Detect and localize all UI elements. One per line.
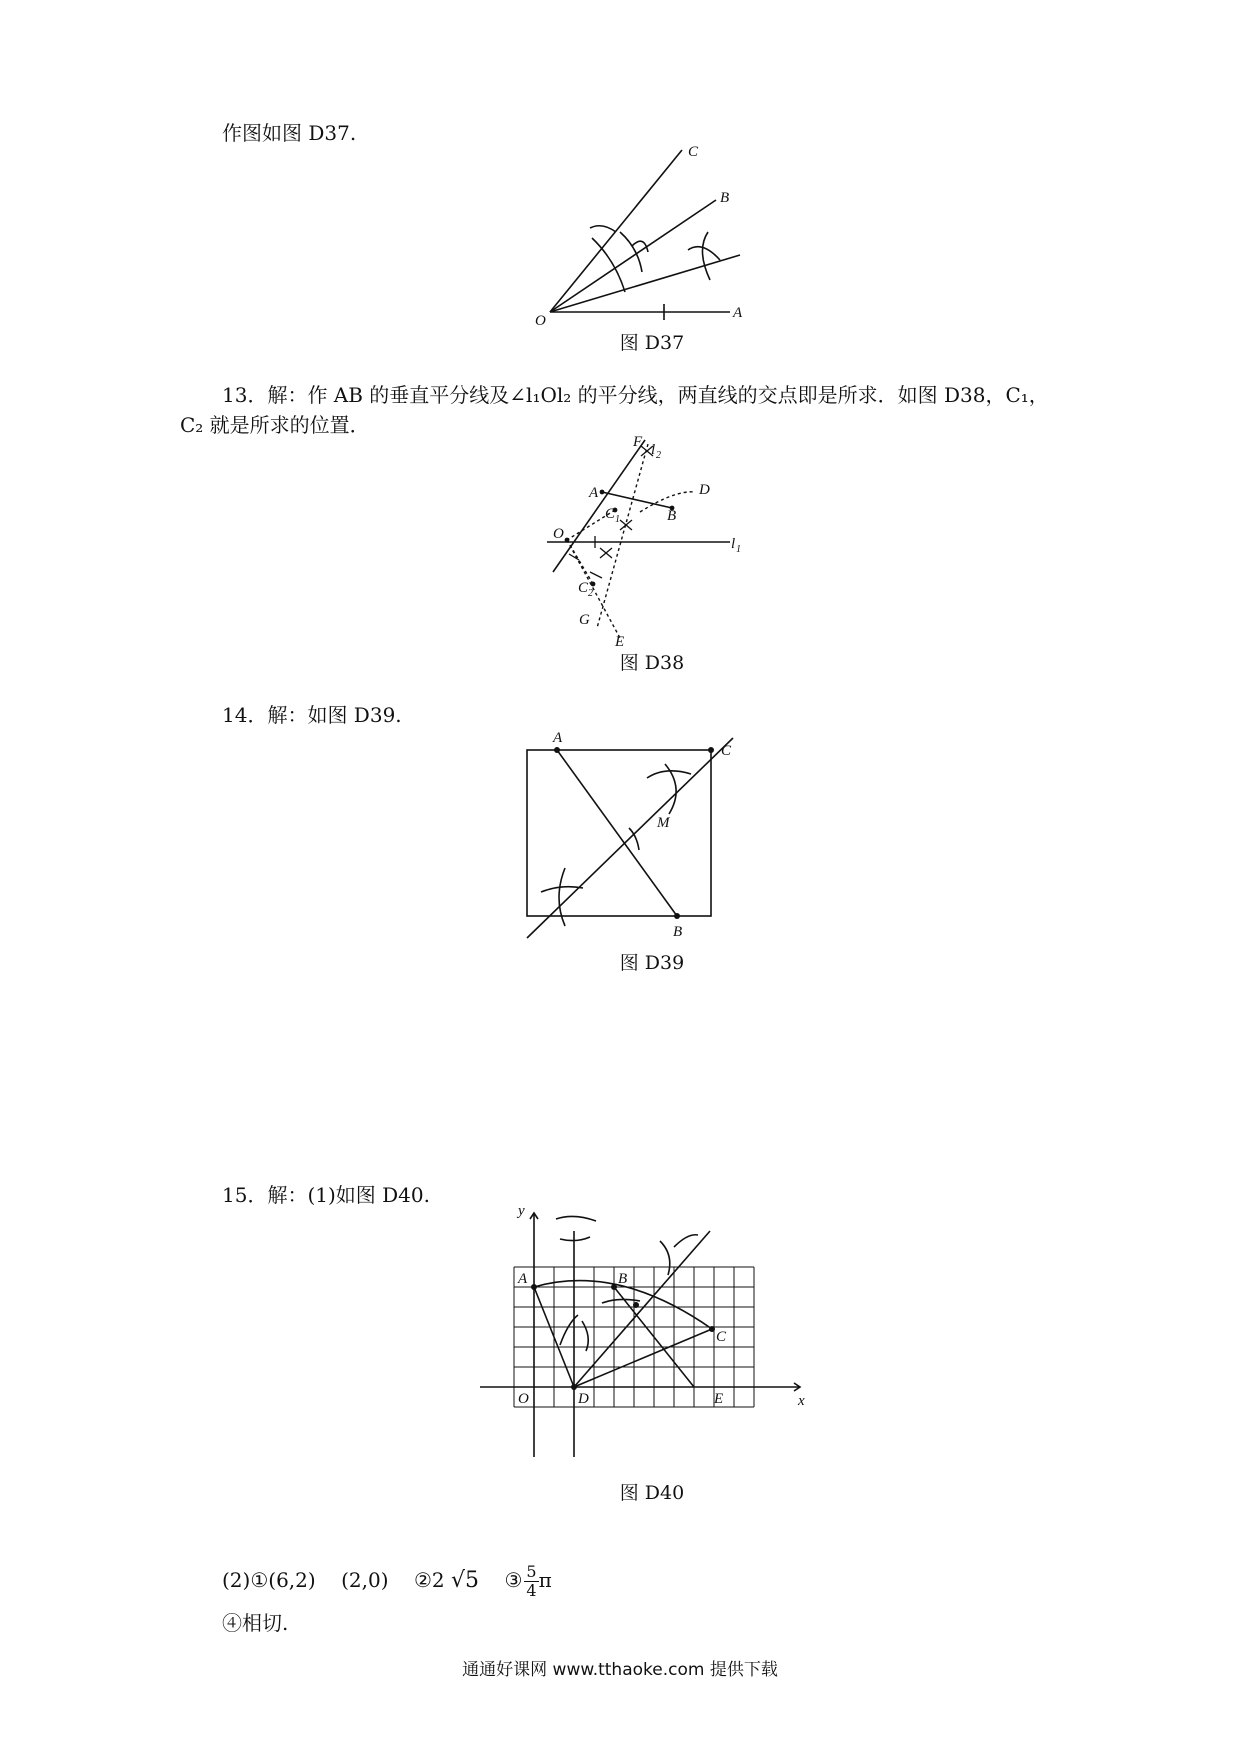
caption-d37: 图 D37: [619, 332, 685, 354]
label-b: B: [673, 924, 683, 940]
label-b: B: [667, 508, 677, 524]
label-a: A: [733, 305, 743, 321]
label-l1-sub: 1: [736, 544, 741, 555]
pi-symbol: π: [538, 1568, 552, 1592]
label-e: E: [615, 634, 625, 650]
label-a: A: [589, 485, 599, 501]
label-g: G: [579, 612, 590, 628]
answer-part2: (2,0): [341, 1568, 389, 1592]
intro-text: 作图如图 D37.: [222, 121, 357, 145]
label-c1-sub: 1: [615, 514, 620, 525]
answers-line2: ④相切.: [222, 1611, 289, 1635]
label-l2-sub: 2: [656, 450, 661, 461]
arc-7: [674, 1235, 698, 1247]
line-l2: [553, 440, 645, 572]
answers-line1: [222, 1563, 552, 1600]
answer-part3: ②2: [413, 1568, 445, 1592]
arc-4: [559, 868, 565, 926]
label-c: C: [688, 144, 699, 160]
arc-6: [702, 232, 710, 280]
label-y: y: [518, 1203, 525, 1219]
label-x: x: [798, 1393, 805, 1409]
arc-2: [560, 1237, 590, 1241]
fraction-5-4: $\frac{5}{4}$: [526, 1562, 537, 1600]
label-o: O: [518, 1391, 529, 1407]
caption-d38: 图 D38: [619, 652, 685, 674]
caption-d40: 图 D40: [619, 1482, 685, 1504]
label-o: O: [553, 526, 564, 542]
label-b: B: [618, 1271, 628, 1287]
arc-5: [688, 247, 720, 260]
label-a: A: [518, 1271, 528, 1287]
figure-d39: [525, 728, 775, 943]
label-d: D: [578, 1391, 589, 1407]
arc-6: [660, 1241, 670, 1275]
label-c: C: [721, 743, 732, 759]
label-l2: l: [651, 442, 656, 458]
ray-ob: [550, 200, 716, 312]
label-b: B: [720, 190, 730, 206]
q15-line1: 15．解：(1)如图 D40.: [222, 1183, 430, 1207]
label-a: A: [553, 730, 563, 746]
sqrt-5: √5: [450, 1568, 479, 1593]
caption-d39: 图 D39: [619, 952, 685, 974]
perp-bisector: [527, 738, 733, 938]
label-c2: C: [578, 580, 589, 596]
rectangle: [527, 750, 711, 916]
arc-3: [560, 1315, 578, 1345]
angle-bisector: [567, 540, 620, 638]
label-c: C: [716, 1329, 727, 1345]
arc-3: [590, 226, 616, 232]
ray-bisector: [550, 255, 740, 312]
ray-oc: [550, 150, 682, 312]
label-c2-sub: 2: [588, 588, 593, 599]
dash-oc2: [567, 540, 593, 584]
label-l1: l: [731, 536, 736, 552]
q14-line1: 14．解：如图 D39.: [222, 703, 402, 727]
label-m: M: [657, 815, 670, 831]
label-d: D: [699, 482, 710, 498]
footer-text: 通通好课网 www.tthaoke.com 提供下载: [462, 1660, 778, 1680]
label-o: O: [535, 313, 546, 329]
figure-d38: [545, 432, 755, 650]
arc-1: [647, 771, 691, 778]
arc-1: [556, 1216, 596, 1221]
answer-part1: (2)①(6,2): [222, 1568, 316, 1592]
arc-abc: [534, 1281, 712, 1329]
figure-d37: [520, 140, 780, 330]
label-e: E: [714, 1391, 724, 1407]
label-f: F: [633, 434, 643, 450]
label-c1: C: [605, 506, 616, 522]
segment-dc: [574, 1329, 712, 1387]
q13-line2: C₂ 就是所求的位置．: [180, 413, 370, 437]
answer-part4: ③: [504, 1568, 523, 1592]
figure-d40: [478, 1205, 818, 1475]
q13-line1: 13．解：作 AB 的垂直平分线及∠l₁Ol₂ 的平分线，两直线的交点即是所求．如图 D38，C₁，: [222, 383, 1049, 407]
